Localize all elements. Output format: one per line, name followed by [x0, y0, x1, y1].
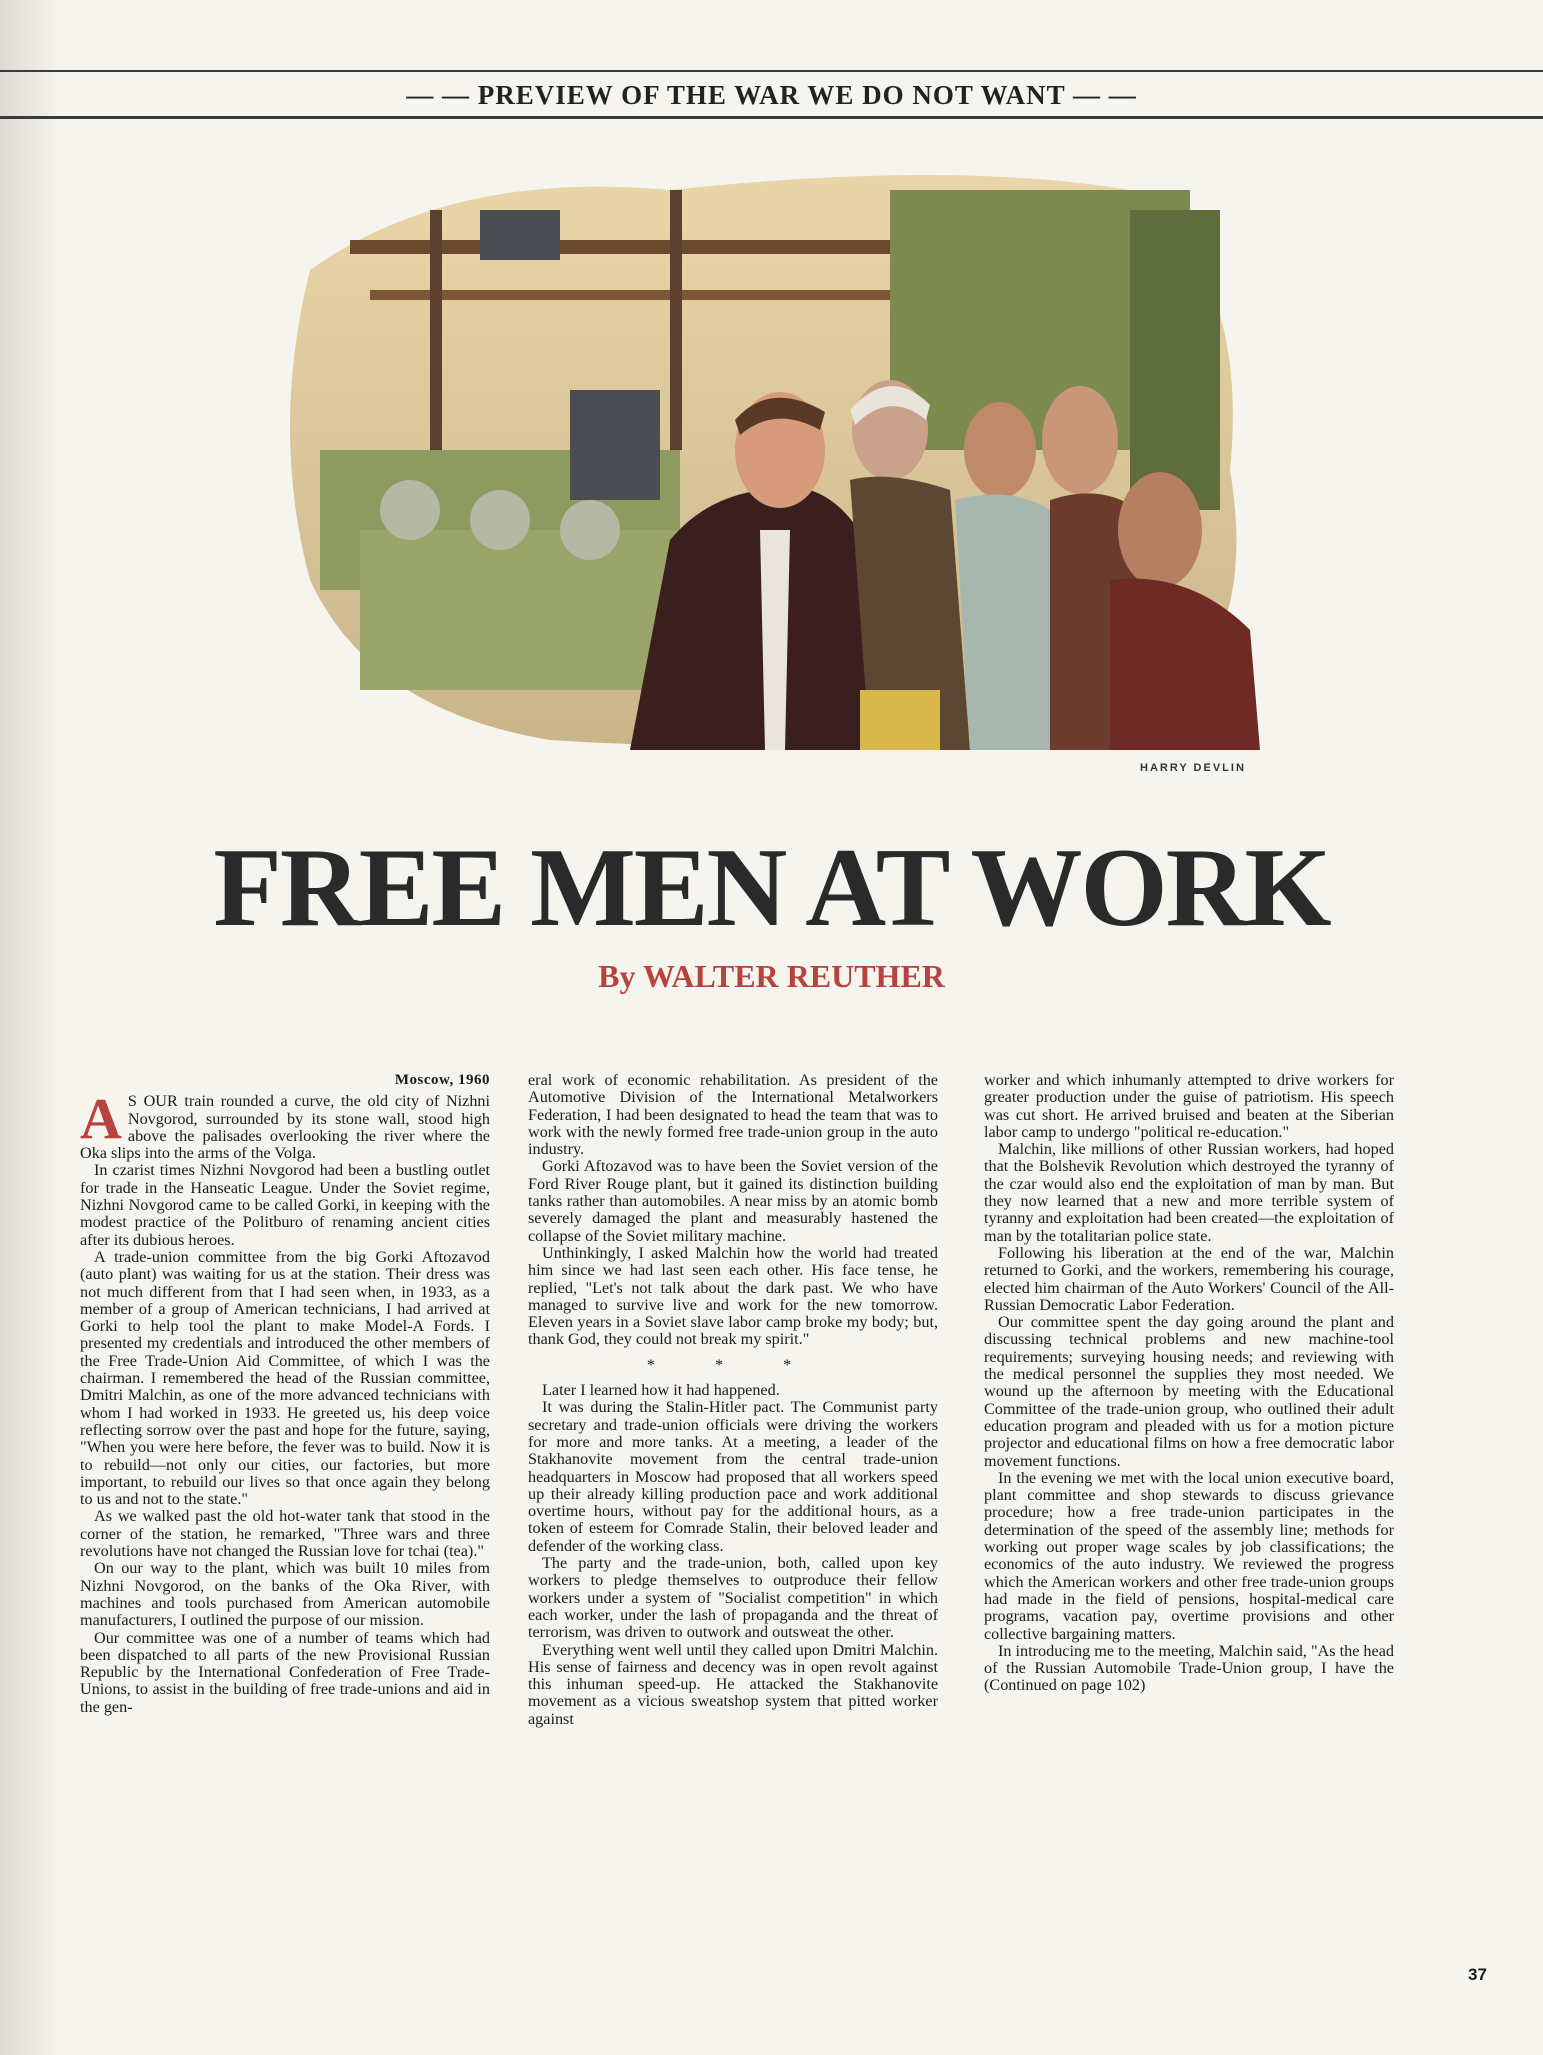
- paragraph: Malchin, like millions of other Russian workers, had hoped that the Bolshevik Revolution which destroyed the tyranny of the czar would also end the exploitation of man by man. But they now learned that a new and more terrible system of tyranny and exploitation had been created—the exploitation of man by the totalitarian police state.: [984, 1140, 1394, 1245]
- factory-illustration: [250, 150, 1330, 760]
- drop-cap: A: [80, 1086, 122, 1152]
- paragraph: Gorki Aftozavod was to have been the Soviet version of the Ford River Rouge plant, but it gained its distinction building tanks rather than automobiles. A near miss by an atomic bomb severely damaged the plant and measurably hastened the collapse of the Soviet military machine.: [528, 1157, 938, 1245]
- paragraph: Our committee spent the day going around the plant and discussing technical problems and new machine-tool requirements; surveying housing needs; and reviewing with the medical personnel the supplies they most needed. We wound up the afternoon by meeting with the Educational Committee of the trade-union group, who outlined their adult education program and pleaded with us for a motion picture projector and educational films on how a free democratic labor movement functions.: [984, 1313, 1394, 1470]
- kicker: — — PREVIEW OF THE WAR WE DO NOT WANT — —: [406, 80, 1137, 110]
- paragraph: Everything went well until they called upon Dmitri Malchin. His sense of fairness and decency was in open revolt against this inhuman speed-up. He attacked the Stakhanovite movement as a vicious sweatshop system that pitted worker against: [528, 1640, 938, 1728]
- paragraph: The party and the trade-union, both, called upon key workers to pledge themselves to outproduce their fellow workers under a system of "Socialist competition" in which each worker, under the lash of propaganda and the threat of terrorism, was driven to outwork and outsweat the other.: [528, 1554, 938, 1642]
- illustration-credit: HARRY DEVLIN: [1140, 762, 1246, 774]
- headline: FREE MEN AT WORK: [213, 826, 1330, 950]
- top-rule: [0, 70, 1543, 72]
- byline: By WALTER REUTHER: [598, 958, 945, 994]
- paragraph: As we walked past the old hot-water tank that stood in the corner of the station, he remarked, "Three wars and three revolutions have not changed the Russian love for tchai (tea).": [80, 1507, 490, 1561]
- paragraph: In introducing me to the meeting, Malchin said, "As the head of the Russian Automobile Trade-Union group, I have the (Continued on page 102): [984, 1641, 1394, 1695]
- page-number: 37: [1468, 1965, 1487, 1984]
- article-column-3: [984, 1072, 1394, 1695]
- paragraph: A trade-union committee from the big Gorki Aftozavod (auto plant) was waiting for us at the station. Their dress was not much different from that I had seen when, in 1933, as a member of a group of American technicians, I had arrived at Gorki to help tool the plant to make Model-A Fords. I presented my credentials and introduced the other members of the Free Trade-Union Aid Committee, of which I was the chairman. I remembered the head of the Russian committee, Dmitri Malchin, as one of the more advanced technicians with whom I had worked in 1933. He greeted us, his deep voice reflecting sorrow over the past and hope for the future, saying, "When you were here before, the fever was to build. Now it is to rebuild—not only our cities, our factories, but more important, to rebuild our lives so that once again they belong to us and not to the state.": [80, 1247, 490, 1509]
- paragraph: Our committee was one of a number of teams which had been dispatched to all parts of the new Provisional Russian Republic by the International Confederation of Free Trade-Unions, to assist in the building of free trade-unions and aid in the gen-: [80, 1628, 490, 1716]
- paragraph: eral work of economic rehabilitation. As president of the Automotive Division of the International Metalworkers Federation, I had been designated to head the team that was to work with the newly formed free trade-union group in the auto industry.: [528, 1071, 938, 1159]
- kicker-rule: [0, 116, 1543, 119]
- section-separator: * * *: [646, 1355, 820, 1374]
- article-column-2: [528, 1072, 938, 1728]
- paragraph: In the evening we met with the local union executive board, plant committee and shop stewards to discuss grievance procedure; how a free trade-union participates in the determination of the speed of the assembly line; methods for working out proper wage scales by job classifications; the economics of the auto industry. We reviewed the progress which the American workers and other free trade-union groups had made in the field of pensions, hospital-medical care programs, vacation pay, overtime provisions and other collective bargaining matters.: [984, 1468, 1394, 1643]
- paragraph: S OUR train rounded a curve, the old city of Nizhni Novgorod, surrounded by its stone wall, stood high above the palisades overlooking the river where the Oka slips into the arms of the Volga.: [80, 1092, 490, 1163]
- paragraph: Following his liberation at the end of the war, Malchin returned to Gorki, and the workers, remembering his courage, elected him chairman of the Auto Workers' Council of the All-Russian Democratic Labor Federation.: [984, 1243, 1394, 1314]
- paragraph: It was during the Stalin-Hitler pact. The Communist party secretary and trade-union officials were driving the workers for more and more tanks. At a meeting, a leader of the Stakhanovite movement from the central trade-union headquarters in Moscow had proposed that all workers speed up their already killing production pace and work additional overtime hours, without pay for the additional hours, as a token of esteem for Comrade Stalin, their beloved leader and defender of the working class.: [528, 1398, 938, 1555]
- paragraph: Unthinkingly, I asked Malchin how the world had treated him since we had last seen each other. His face tense, he replied, "Let's not talk about the dark past. We who have managed to survive live and work for the new tomorrow. Eleven years in a Soviet slave labor camp broke my body; but, thank God, they could not break my spirit.": [528, 1243, 938, 1349]
- page-edge-shadow: [0, 0, 60, 2055]
- article-column-1: [80, 1072, 490, 1716]
- paragraph: worker and which inhumanly attempted to drive workers for greater production under the guise of patriotism. His speech was cut short. He arrived bruised and beaten at the Siberian labor camp to undergo "political re-education.": [984, 1071, 1394, 1141]
- paragraph: Later I learned how it had happened.: [542, 1381, 780, 1400]
- paragraph: In czarist times Nizhni Novgorod had been a bustling outlet for trade in the Hanseatic League. Under the Soviet regime, Nizhni Novgorod came to be called Gorki, in keeping with the modest practice of the Politburo of renaming ancient cities after its dubious heroes.: [80, 1161, 490, 1249]
- dateline: Moscow, 1960: [394, 1072, 490, 1088]
- paragraph: On our way to the plant, which was built 10 miles from Nizhni Novgorod, on the banks of the Oka River, with machines and tools purchased from American automobile manufacturers, I outlined the purpose of our mission.: [80, 1559, 490, 1630]
